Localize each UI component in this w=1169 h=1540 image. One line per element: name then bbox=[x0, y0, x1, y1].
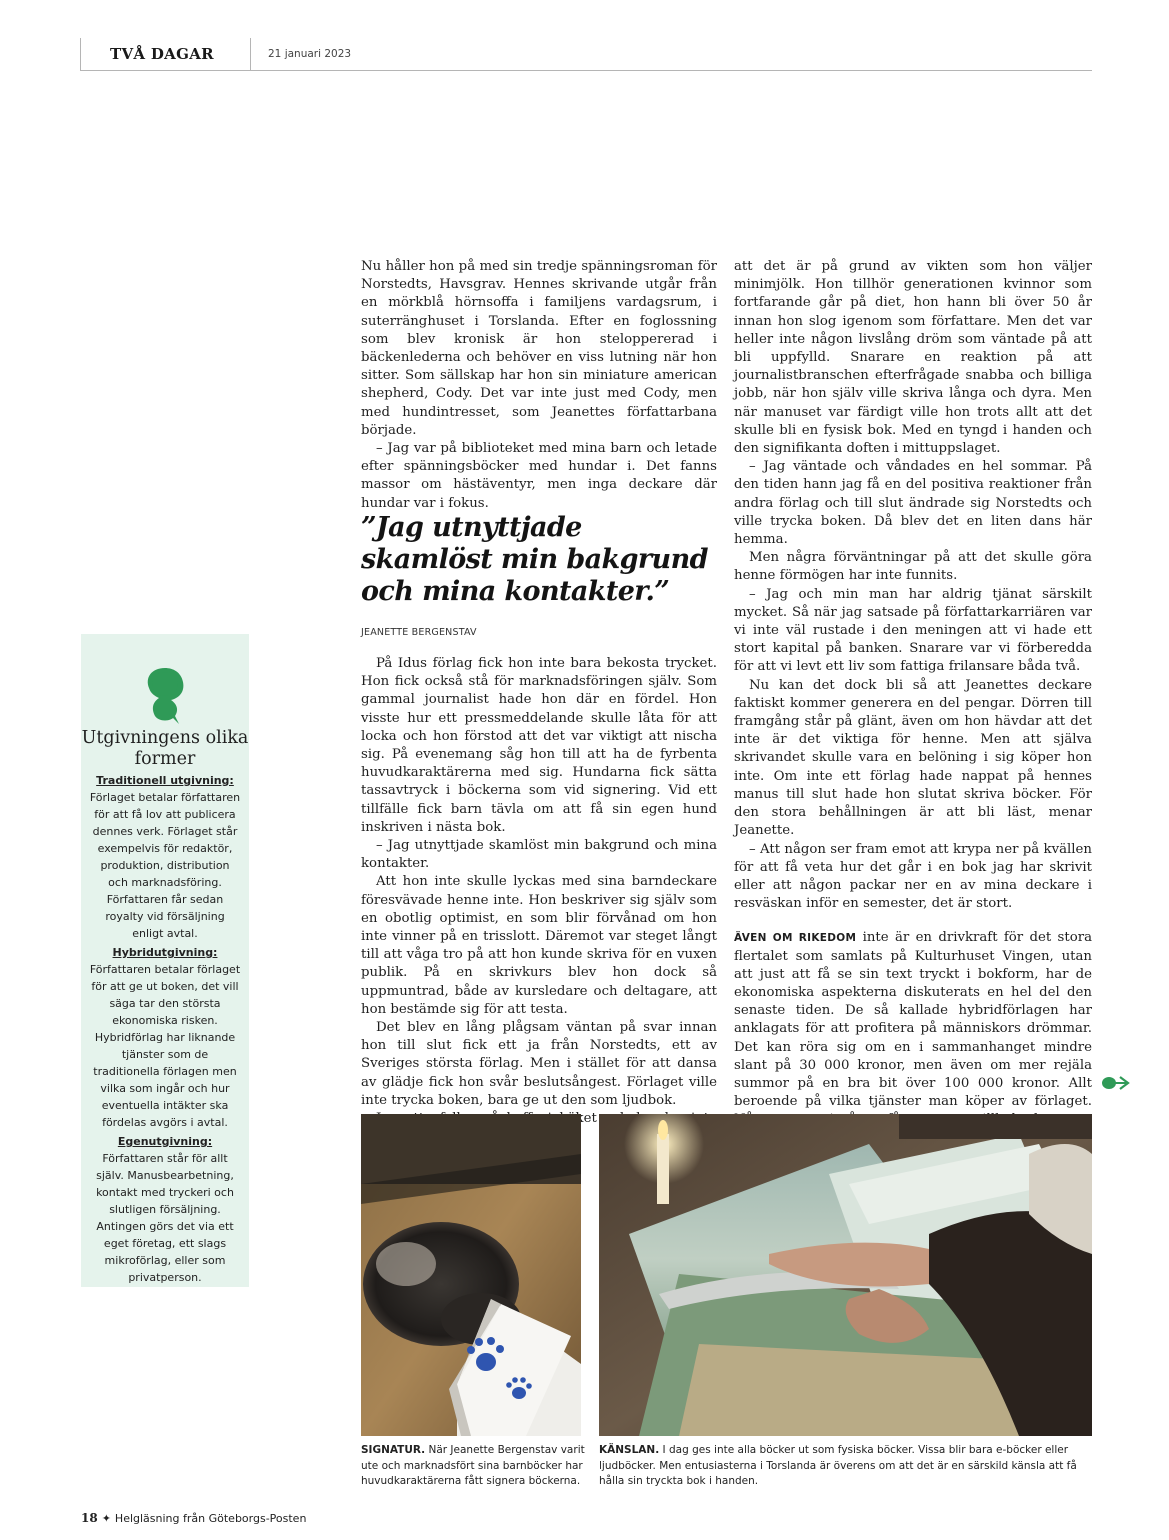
photo-dog-and-book bbox=[361, 1114, 581, 1436]
header-separator bbox=[250, 38, 251, 71]
fact-item bbox=[89, 1133, 241, 1286]
fact-item bbox=[89, 772, 241, 942]
publication-name: Helgläsning från Göteborgs-Posten bbox=[114, 1512, 307, 1525]
fact-item-heading: Hybridutgivning: bbox=[112, 946, 218, 959]
photo-caption bbox=[599, 1443, 1092, 1490]
paragraph: På Idus förlag fick hon inte bara bekosta trycket. Hon fick också stå för marknadsföringen själv. Som gammal journalist hade hon där en fördel. Hon visste hur ett pressmeddelande skulle låta för att locka och hon förstod att det var viktigt att nischa sig. På evenemang såg hon till att ha de fyrbenta huvudkaraktärerna med sig. Hundarna fick sätta tassavtryck i böckerna som vid signering. Vid ett tillfälle fick barn tävla om att få sin egen hund inskriven i nästa bok. bbox=[361, 656, 717, 835]
paragraph: – Jag och min man har aldrig tjänat särskilt mycket. Så när jag satsade på författarkarriären var vi inte väl rustade i den meningen att vi hade ett stort kapital på banken. Snarare var vi förberedda för att vi levt ett liv som fattiga frilansare båda två. bbox=[734, 586, 1092, 675]
header-left-rule bbox=[80, 38, 81, 71]
article-column-1-top bbox=[361, 258, 717, 513]
paragraph: – Att någon ser fram emot att krypa ner på kvällen för att få veta hur det går i en bok jag har skrivit eller att någon packar ner en av mina deckare i resväskan inför en semester, det är stort. bbox=[734, 841, 1092, 912]
section-title: TVÅ DAGAR bbox=[110, 45, 214, 63]
fact-item-text: Författaren står för allt själv. Manusbearbetning, kontakt med tryckeri och slutligen försäljning. Antingen görs det via ett eget företag, ett slags mikroförlag, eller som privatperson. bbox=[96, 1152, 234, 1284]
fact-item-heading: Egenutgivning: bbox=[117, 1135, 213, 1148]
paragraph: Att hon inte skulle lyckas med sina barndeckare föresvävade henne inte. Hon beskriver sig själv som en obotlig optimist, en som blir förvånad om hon inte vinner på en trisslott. Däremot var steget långt till att våga tro på att hon kunde skriva för en vuxen publik. På en skrivkurs blev hon dock så uppmuntrad, både av kursledare och deltagare, att hon bestämde sig för att testa. bbox=[361, 874, 717, 1017]
caption-text: När Jeanette Bergenstav varit ute och marknadsfört sina barnböcker har huvudkaraktärerna fått signera böckerna. bbox=[361, 1444, 585, 1487]
paragraph: – Jag utnyttjade skamlöst min bakgrund och mina kontakter. bbox=[361, 838, 717, 872]
fact-box-body bbox=[89, 772, 241, 1288]
page-number: 18 bbox=[81, 1511, 98, 1525]
fact-item-heading: Traditionell utgivning: bbox=[96, 774, 234, 787]
fact-item bbox=[89, 944, 241, 1131]
paragraph: att det är på grund av vikten som hon väljer minimjölk. Hon tillhör generationen kvinnor som fortfarande går på diet, hon hann bli över 50 år innan hon slog igenom som författare. Men det var heller inte någon livslång dröm som väntade på att bli uppfylld. Snarare en reaktion på att journalistbranschen efterfrågade snabba och billiga jobb, när hon själv ville skriva långa och dyra. Men när manuset var färdigt ville hon trots allt att det skulle bli en fysisk bok. Med en tyngd i handen och den signifikanta doften i mittuppslaget. bbox=[734, 259, 1092, 457]
issue-date: 21 januari 2023 bbox=[268, 48, 352, 60]
continue-arrow-icon bbox=[1101, 1074, 1131, 1092]
caption-lead: KÄNSLAN. bbox=[599, 1444, 660, 1456]
paragraph: – Jag väntade och våndades en hel sommar. På den tiden hann jag få en del positiva reaktioner från andra förlag och till slut ändrade sig Norstedts och ville trycka boken. Då blev det en liten dans här hemma. bbox=[734, 459, 1092, 548]
header-rule bbox=[80, 70, 1092, 71]
pull-quote: ”Jag utnyttjade skamlöst min bakgrund och mina kontakter.” bbox=[361, 512, 708, 607]
paragraph: Nu kan det dock bli så att Jeanettes deckare faktiskt kommer generera en del pengar. Dörren till framgång står på glänt, även om hon hävdar att det inte är det viktiga för henne. Men att själva skrivandet skulle vara en belöning i sig köper hon inte. Om inte ett förlag hade nappat på hennes manus till slut hade hon slutat skriva böcker. För den stora behållningen är att bli läst, menar Jeanette. bbox=[734, 677, 1092, 839]
fact-item-text: Författaren betalar förlaget för att ge ut boken, det vill säga tar den största ekonomiska risken. Hybridförlag har liknande tjänster som de traditionella förlagen men vilka som ingår och hur eventuella intäkter ska fördelas avgörs i avtal. bbox=[89, 963, 241, 1129]
fact-box-title: Utgivningens olika former bbox=[81, 728, 249, 769]
caption-text: I dag ges inte alla böcker ut som fysiska böcker. Vissa blir bara e-böcker eller ljudböcker. Men entusiasterna i Torslanda är överens om att det är en särskild känsla att få hålla sin tryckta bok i handen. bbox=[599, 1444, 1077, 1487]
paragraph: Men några förväntningar på att det skulle göra henne förmögen har inte funnits. bbox=[734, 550, 1092, 584]
caption-lead: SIGNATUR. bbox=[361, 1444, 426, 1456]
article-column-2 bbox=[734, 258, 1092, 1202]
pull-quote-byline: JEANETTE BERGENSTAV bbox=[361, 627, 477, 638]
section-lead-in: ÄVEN OM RIKEDOM bbox=[734, 932, 857, 945]
article-column-1-bottom bbox=[361, 655, 717, 1146]
fact-item-text: Förlaget betalar författaren för att få lov att publicera dennes verk. Förlaget står exempelvis för redaktör, produktion, distribution och marknadsföring. Författaren får sedan royalty vid försäljning enligt avtal. bbox=[89, 791, 241, 940]
paragraph: – Jag var på biblioteket med mina barn och letade efter spänningsböcker med hundar i. Det fanns massor om hästäventyr, men inga deckare där hundar var i fokus. bbox=[361, 441, 717, 511]
photo-hands-holding-book bbox=[599, 1114, 1092, 1436]
star-icon: ✦ bbox=[101, 1512, 111, 1525]
paragraph: Det blev en lång plågsam väntan på svar innan hon till slut fick ett ja från Norstedts, ett av Sveriges största förlag. Men i stället för att dansa av glädje fick hon svår beslutsångest. Förlaget ville inte trycka boken, bara ge ut den som ljudbok. bbox=[361, 1020, 717, 1108]
paragraph: Nu håller hon på med sin tredje spänningsroman för Norstedts, Havsgrav. Hennes skrivande utgår från en mörkblå hörnsoffa i familjens vardagsrum, i suterränghuset i Torslanda. Efter en foglossning som blev kronisk är hon steloppererad i bäckenlederna och behöver en viss lutning när hon sitter. Som sällskap har hon sin miniature american shepherd, Cody. Det var inte just med Cody, men med hundintresset, som Jeanettes författarbana började. bbox=[361, 259, 717, 438]
photo-caption bbox=[361, 1443, 586, 1490]
fact-box bbox=[81, 634, 249, 1287]
page-footer bbox=[81, 1511, 306, 1525]
section-lead-text: inte är en drivkraft för det stora flertalet som samlats på Kulturhuset Vingen, utan att just att få se sin text tryckt i bokform, har de ekonomiska aspekterna diskuterats en hel del den senaste tiden. De så kallade hybridförlagen har anklagats för att profitera på människors drömmar. Det kan röra sig om en i sammanhanget mindre slant på 30 000 kronor, men även om mer rejäla summor på en bra bit över 100 000 kronor. Allt beroende på vilka tjänster man köper av förlaget. bbox=[734, 930, 1092, 1110]
